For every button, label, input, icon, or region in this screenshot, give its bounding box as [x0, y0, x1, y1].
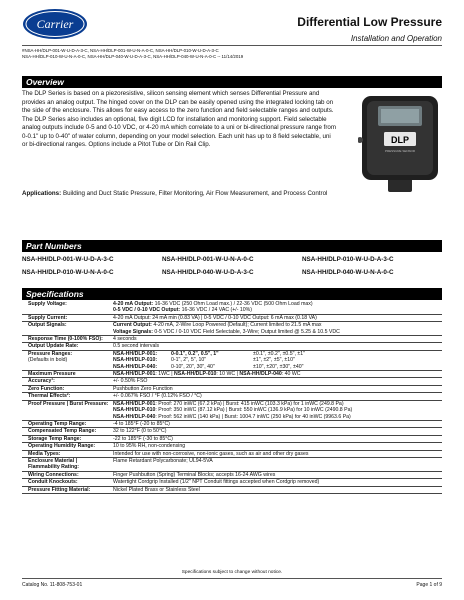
- spec-row-knockouts: [22, 479, 442, 486]
- overview-body: The DLP Series is based on a piezoresistive, silicon sensing element which senses Differential Pressure and provides an analog output. The hinged cover on the DLP can be easily opened using the integrated locking tab on the side of the enclosure. This allows for easy access to the zero function and field selectable ranges and outputs. The DLP Series also includes an optional, five digit LCD for installation and monitoring support. Field selectable analog outputs include 0-5 and 0-10 VDC, or 4-20 mA which correlate to a uni or bi-directional pressure range from 0-0.1" up to 0-40" of water column, depending on your model selection. Each unit has up to 8 field selectable, uni or bi-directional ranges. Options include a Pitot Tube or Din Rail Clip.: [22, 90, 337, 148]
- applications-paragraph: [22, 190, 338, 199]
- spec-row-compensated-temp: [22, 428, 442, 435]
- spec-row-enclosure: [22, 458, 442, 472]
- model-list-line: #NSA-HH/DLP-001-W-U-D-A-3-C, NSA-HH/DLP-001-W-U-N-A-0-C, NSA-HH/DLP-010-W-U-D-A-3-C: [22, 48, 219, 53]
- footer-divider: [22, 578, 442, 579]
- spec-row-accuracy: [22, 378, 442, 385]
- svg-text:PRESSURE SENSOR: PRESSURE SENSOR: [384, 149, 416, 153]
- carrier-logo: [22, 8, 88, 40]
- spec-row-thermal: [22, 393, 442, 400]
- applications-text: Building and Duct Static Pressure, Filter Monitoring, Air Flow Measurement, and Process Control: [62, 190, 328, 197]
- spec-label: Output Update Rate:: [28, 343, 79, 350]
- spec-label: Conduit Knockouts:: [28, 479, 78, 486]
- spec-label: Pressure Fitting Material:: [28, 486, 91, 493]
- specifications-table: [22, 301, 442, 494]
- product-image: [358, 92, 442, 192]
- spec-value: NSA-HH/DLP-001: 1WC | NSA-HH/DLP-010: 10 WC | NSA-HH/DLP-040: 40 WC: [113, 371, 301, 378]
- spec-row-proof-burst: [22, 401, 442, 421]
- spec-value: NSA-HH/DLP-001: Proof: 270 inWC (67.2 kPa) | Burst: 415 inWC (103.3 kPa) for 1 inWC (249.8 Pa) NSA-HH/DLP-010: Proof: 350 inWC (87.12 kPa) | Burst: 550 inWC (136.9 kPa) for 10 inWC (2490.8 Pa) NSA-HH/DLP-040: Proof: 562 inWC (140 kPa) | Burst: 1004.7 inWC (250 kPa) for 40 inWC (9963.6 Pa): [113, 400, 353, 420]
- spec-label: Operating Humidity Range:: [28, 443, 96, 450]
- spec-label: Output Signals:: [28, 322, 67, 329]
- spec-label: Supply Current:: [28, 314, 68, 321]
- spec-row-supply-current: [22, 315, 442, 322]
- spec-label: Enclosure Material | Flammability Rating:: [28, 457, 80, 471]
- spec-sublabel: (Defaults in bold): [28, 357, 68, 364]
- spec-row-pressure-ranges: [22, 351, 442, 371]
- svg-text:Carrier: Carrier: [36, 17, 74, 31]
- spec-row-supply-voltage: [22, 301, 442, 315]
- catalog-number: Catalog No. 11-808-753-01: [22, 582, 83, 588]
- spec-label: Compensated Temp Range:: [28, 428, 97, 435]
- spec-value: NSA-HH/DLP-001: 0-0.1", 0.2", 0.5", 1" ±0.1", ±0.2", ±0.5", ±1" NSA-HH/DLP-010: 0-1", 2", 5", 10" ±1", ±2", ±5", ±10" NSA-HH/DLP-040: 0-10", 20", 30", 40" ±10", ±20", ±30", ±40": [113, 350, 305, 370]
- part-numbers-grid: [22, 256, 442, 276]
- spec-value: 4-20 mA Output: 16-36 VDC (250 Ohm Load max.) / 22-36 VDC (500 Ohm Load max) 0-5 VDC / 0-10 VDC Output: 16-36 VDC / 24 VAC (+/- 10%): [113, 301, 313, 314]
- svg-text:DLP: DLP: [391, 135, 409, 145]
- spec-value: Flame Retardant Polycarbonate; UL94-5VA: [113, 457, 213, 464]
- spec-row-humidity: [22, 443, 442, 450]
- spec-value: 0.5 second intervals: [113, 343, 160, 350]
- spec-label: Pressure Ranges: (Defaults in bold): [22, 351, 111, 370]
- page-number: Page 1 of 9: [416, 582, 442, 588]
- specifications-heading: Specifications: [22, 288, 442, 300]
- spec-row-wiring: [22, 472, 442, 479]
- spec-label: Wiring Connections:: [28, 471, 79, 478]
- model-list-line: NSA-HH/DLP-010-W-U-N-A-0-C, NSA-HH/DLP-040-W-U-D-A-3-C, NSA-HH/DLP-040-W-U-N-A-0-C -- 11/14/2019: [22, 54, 244, 59]
- spec-value: Watertight Cordgrip Installed (1/2" NPT Conduit fittings accepted when Cordgrip removed): [113, 479, 320, 486]
- spec-label: Proof Pressure | Burst Pressure:: [28, 400, 109, 407]
- spec-label: Zero Function:: [28, 385, 65, 392]
- spec-value: Finger Pushbutton (Spring) Terminal Blocks; accepts 16-24 AWG wires: [113, 471, 276, 478]
- applications-label: Applications:: [22, 190, 62, 197]
- spec-row-max-pressure: [22, 371, 442, 378]
- spec-value: Current Output: 4-20 mA, 2-Wire Loop Powered (Default); Current limited to 21.5 mA max Voltage Signals: 0-5 VDC / 0-10 VDC Field Selectable, 3-Wire; Output limited @ 5.25 & 10.5 VDC: [113, 322, 340, 335]
- overview-heading: Overview: [22, 76, 442, 88]
- part-number: NSA-HH/DLP-040-W-U-N-A-0-C: [302, 269, 394, 276]
- spec-label: Supply Voltage:: [28, 301, 67, 307]
- spec-value: Nickel Plated Brass or Stainless Steel: [113, 486, 200, 493]
- spec-label: Media Types:: [28, 450, 61, 457]
- spec-value: +/- 0.067% FSO / °F (0.12% FSO / °C): [113, 393, 202, 400]
- spec-label: Maximum Pressure: [28, 371, 76, 378]
- spec-row-fitting: [22, 487, 442, 494]
- spec-row-zero-function: [22, 386, 442, 393]
- part-number: NSA-HH/DLP-010-W-U-N-A-0-C: [22, 269, 114, 276]
- spec-value: 4-20 mA Output: 24 mA min (0.83 VA) | 0-5 VDC / 0-10 VDC Output: 6 mA max (0.18 VA): [113, 314, 317, 321]
- spec-label: Response Time (0-100% FSO):: [28, 336, 103, 343]
- spec-row-output-signals: [22, 322, 442, 336]
- spec-value: +/- 0.50% FSO: [113, 378, 148, 385]
- spec-value: -22 to 185°F (-30 to 85°C): [113, 435, 173, 442]
- footer-note: Specifications subject to change without notice.: [181, 570, 283, 575]
- spec-row-response-time: [22, 336, 442, 343]
- spec-value: Intended for use with non-corrosive, non-ionic gases, such as air and other dry gases: [113, 450, 309, 457]
- model-list: [22, 48, 352, 60]
- spec-value: 32 to 122°F (0 to 50°C): [113, 428, 167, 435]
- spec-label: Thermal Effects²:: [28, 393, 71, 400]
- spec-row-operating-temp: [22, 421, 442, 428]
- part-number: NSA-HH/DLP-040-W-U-D-A-3-C: [162, 269, 254, 276]
- spec-value: 4 seconds: [113, 336, 137, 343]
- document-title: Differential Low Pressure: [297, 15, 442, 29]
- spec-label: Accuracy¹:: [28, 378, 55, 385]
- part-number: NSA-HH/DLP-001-W-U-D-A-3-C: [22, 256, 114, 263]
- part-numbers-heading: Part Numbers: [22, 240, 442, 252]
- spec-row-update-rate: [22, 343, 442, 350]
- spec-value: Pushbutton Zero Function: [113, 385, 173, 392]
- spec-row-storage-temp: [22, 436, 442, 443]
- document-subtitle: Installation and Operation: [350, 34, 442, 43]
- spec-value: -4 to 185°F (-20 to 85°C): [113, 420, 170, 427]
- spec-label: Operating Temp Range:: [28, 420, 87, 427]
- part-number: NSA-HH/DLP-010-W-U-D-A-3-C: [302, 256, 394, 263]
- spec-value: 10 to 95% RH, non-condensing: [113, 443, 186, 450]
- spec-row-media: [22, 451, 442, 458]
- part-number: NSA-HH/DLP-001-W-U-N-A-0-C: [162, 256, 254, 263]
- spec-label: Storage Temp Range:: [28, 435, 82, 442]
- header-divider: [22, 45, 442, 46]
